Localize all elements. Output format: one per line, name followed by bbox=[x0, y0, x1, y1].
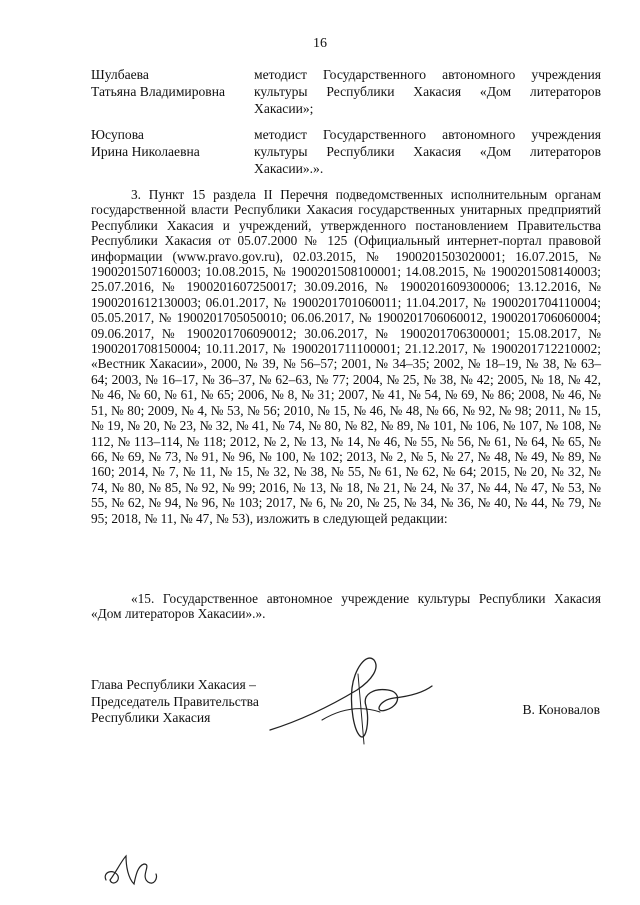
new-wording-paragraph bbox=[91, 591, 601, 622]
person-name: Шулбаева Татьяна Владимировна bbox=[91, 67, 226, 99]
new-wording-text: «15. Государственное автономное учреждение культуры Республики Хакасия «Дом литераторов Хакасии».». bbox=[91, 591, 601, 622]
handwritten-initials bbox=[100, 850, 160, 890]
person-role: методист Государственного автономного учреждения культуры Республики Хакасия «Дом литераторов Хакасии».». bbox=[254, 127, 601, 176]
signatory-title-line: Республики Хакасия bbox=[91, 710, 211, 725]
signer-name: В. Коновалов bbox=[522, 702, 600, 717]
page-number: 16 bbox=[313, 36, 327, 51]
amendment-text: 3. Пункт 15 раздела II Перечня подведомственных исполнительным органам государственной власти Республики Хакасия государственных унитарных предприятий Республики Хакасия и учреждений, утвержденного постановлением Правительства Республики Хакасия от 05.07.2000 № 125 (Официальный интернет-портал правовой информации (www.pravo.gov.ru), 02.03.2015, № 1900201503020001; 16.07.2015, № 1900201507160003; 10.08.2015, № 1900201508100001; 14.08.2015, № 1900201508140003; 25.07.2016, № 1900201607250017; 30.09.2016, № 1900201609300006; 13.12.2016, № 1900201612130003; 06.01.2017, № 1900201701060011; 11.04.2017, № 1900201704110004; 05.05.2017, № 1900201705050010; 06.06.2017, № 1900201706060012, 1900201706060004; 09.06.2017, № 1900201706090012; 30.06.2017, № 1900201706300001; 15.08.2017, № 1900201708150004; 10.11.2017, № 1900201711100001; 21.12.2017, № 1900201712210002; «Вестник Хакасии», 2000, № 39, № 56–57; 2001, № 34–35; 2002, № 18–19, № 38, № 63–64; 2003, № 16–17, № 36–37, № 62–63, № 77; 2004, № 25, № 38, № 42; 2005, № 18, № 42, № 46, № 60, № 61, № 65; 2006, № 8, № 31; 2007, № 41, № 54, № 69, № 86; 2008, № 46, № 51, № 80; 2009, № 4, № 53, № 56; 2010, № 15, № 46, № 48, № 66, № 92, № 98; 2011, № 15, № 19, № 20, № 23, № 32, № 41, № 74, № 80, № 82, № 89, № 101, № 106, № 107, № 108, № 112, № 113–114, № 118; 2012, № 2, № 13, № 14, № 46, № 55, № 56, № 61, № 64, № 65, № 66, № 69, № 73, № 91, № 96, № 100, № 102; 2013, № 2, № 5, № 27, № 48, № 49, № 89, № 160; 2014, № 7, № 11, № 15, № 32, № 38, № 55, № 61, № 62, № 64; 2015, № 20, № 32, № 74, № 80, № 85, № 92, № 99; 2016, № 13, № 18, № 21, № 24, № 37, № 44, № 47, № 53, № 55, № 62, № 94, № 96, № 103; 2017, № 6, № 20, № 25, № 34, № 36, № 40, № 44, № 79, № 95; 2018, № 11, № 47, № 53), изложить в следующей редакции: bbox=[91, 187, 601, 526]
handwritten-signature bbox=[262, 650, 437, 745]
amendment-paragraph bbox=[91, 187, 601, 526]
person-role: методист Государственного автономного учреждения культуры Республики Хакасия «Дом литераторов Хакасии»; bbox=[254, 67, 601, 116]
signatory-title-line: Председатель Правительства bbox=[91, 693, 259, 709]
person-name: Юсупова Ирина Николаевна bbox=[91, 127, 200, 159]
signatory-title-line: Глава Республики Хакасия – bbox=[91, 677, 256, 692]
